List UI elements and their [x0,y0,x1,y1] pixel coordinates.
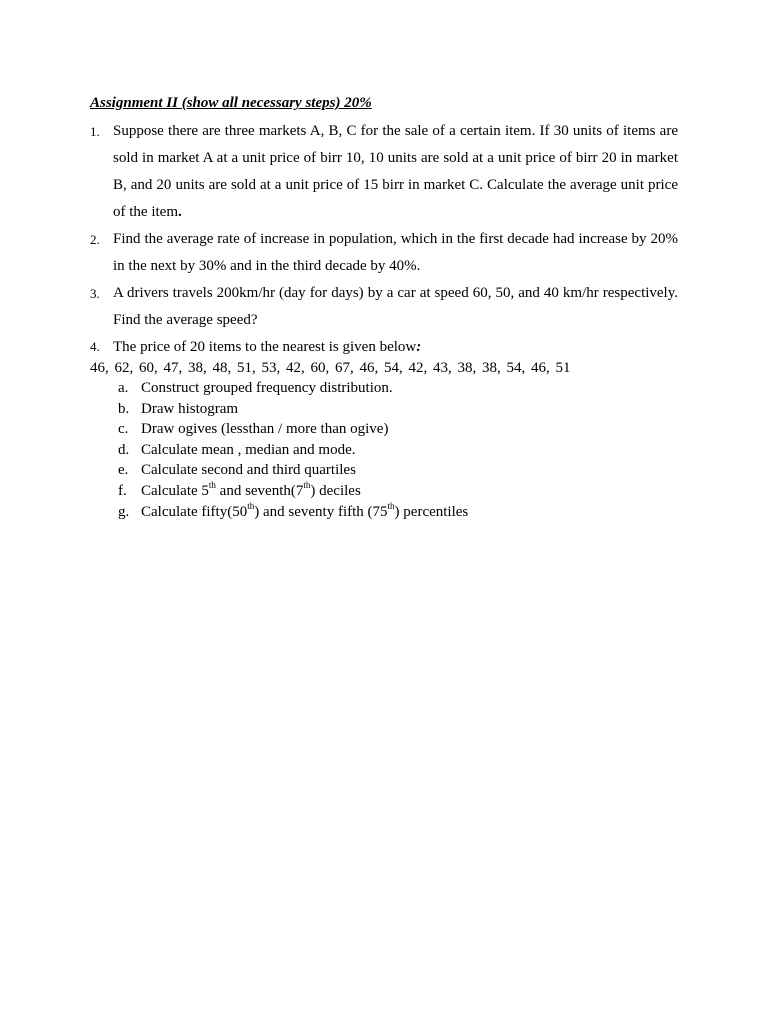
question-text: Find the average rate of increase in population, which in the first decade had increase by 20% in the next by 30% and in the third decade by 40%. [113,231,678,274]
sub-question: e. Calculate second and third quartiles [118,462,356,479]
price-data-line: 46, 62, 60, 47, 38, 48, 51, 53, 42, 60, 67, 46, 54, 42, 43, 38, 38, 54, 46, 51 [90,360,571,376]
question-number: 3. [90,286,100,301]
question-number: 2. [90,232,100,247]
question-4 [90,337,678,357]
question-2 [90,226,678,280]
question-number: 1. [90,124,100,139]
question-text: Suppose there are three markets A, B, C for the sale of a certain item. If 30 units of items are sold in market A at a unit price of birr 10, 10 units are sold at a unit price of birr 20 in market B, and 20 units are sold at a unit price of 15 birr in market C. Calculate the average unit price of the item. [113,123,678,220]
assignment-title: Assignment II (show all necessary steps) 20% [90,95,372,111]
sub-question: a. Construct grouped frequency distribution. [118,380,393,396]
sub-question: f. Calculate 5th and seventh(7th) deciles [118,479,361,499]
sub-question: c. Draw ogives (lessthan / more than ogive) [118,421,389,438]
document-page [90,94,678,522]
question-text: A drivers travels 200km/hr (day for days) by a car at speed 60, 50, and 40 km/hr respectively. Find the average speed? [113,285,678,328]
question-3 [90,280,678,334]
sub-question: d. Calculate mean , median and mode. [118,441,356,458]
sub-question: g. Calculate fifty(50th) and seventy fifth (75th) percentiles [118,500,469,520]
question-text: The price of 20 items to the nearest is given below: [113,339,422,355]
question-1 [90,118,678,226]
sub-question-list [90,378,678,522]
sub-question: b. Draw histogram [118,400,239,417]
question-number: 4. [90,339,100,354]
